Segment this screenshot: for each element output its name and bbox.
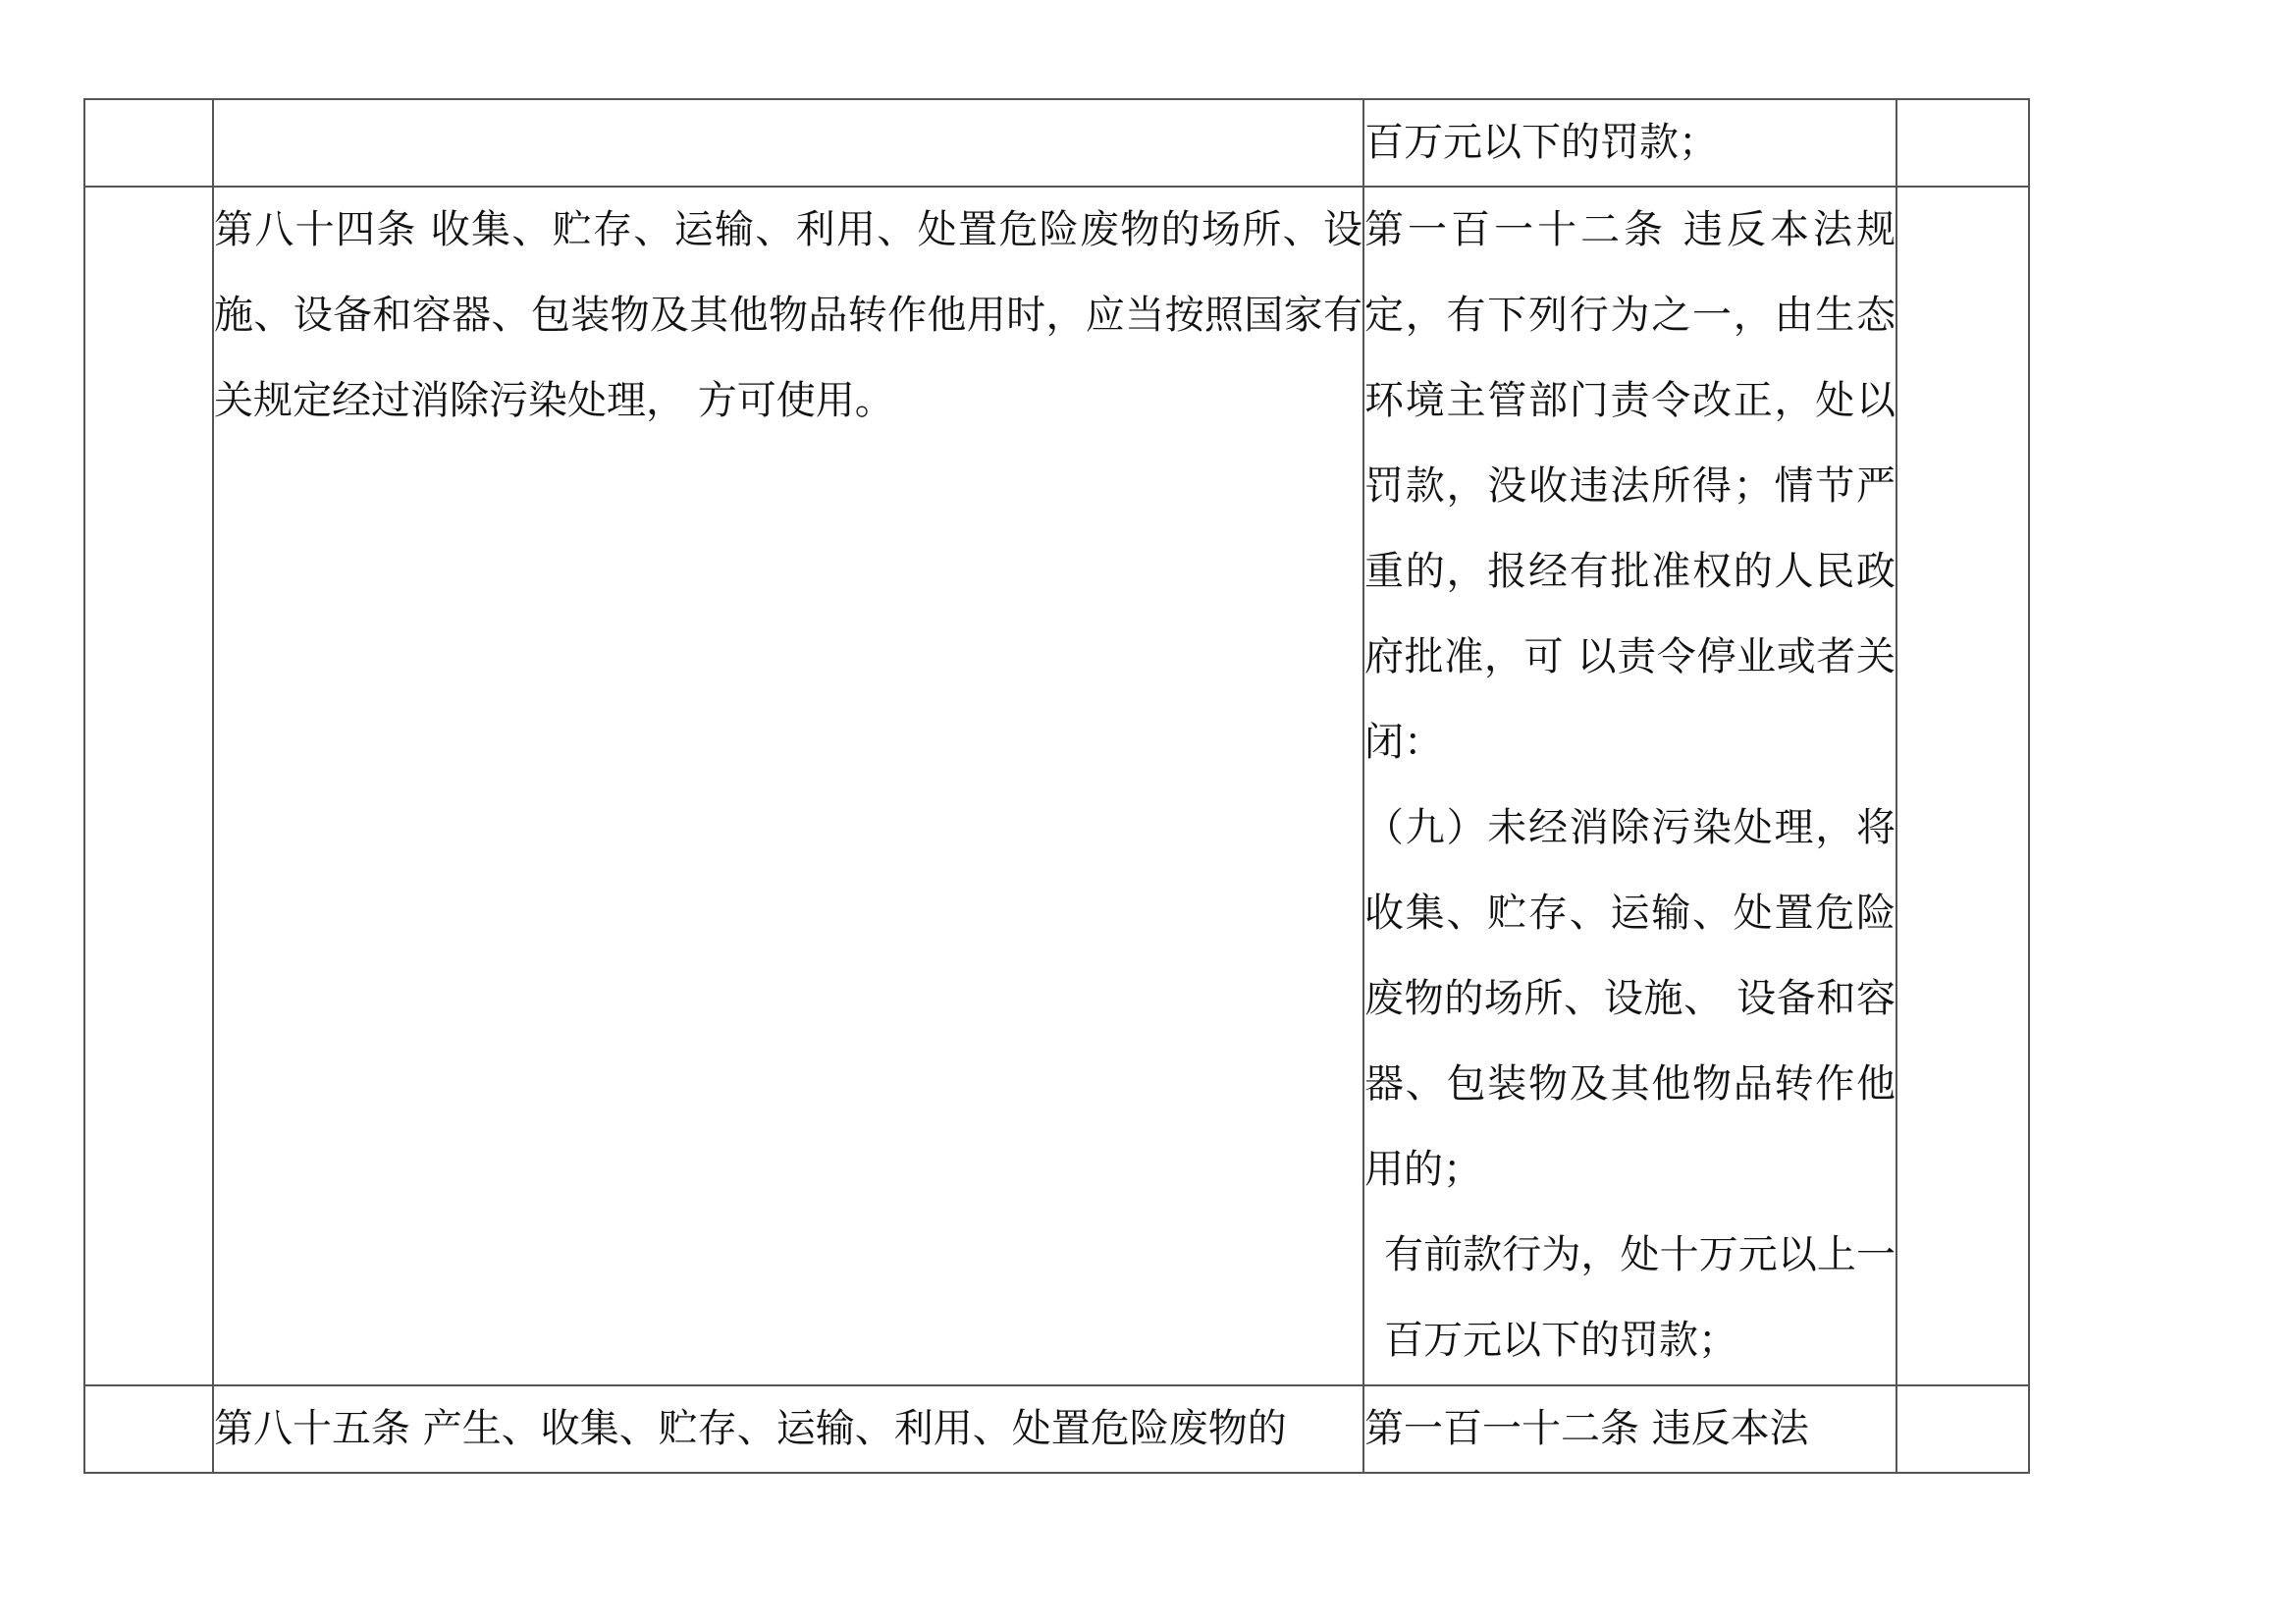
penalty-article-cell xyxy=(1363,1385,1896,1473)
original-article-cell xyxy=(213,187,1363,1385)
index-cell xyxy=(84,99,213,187)
penalty-article-cell xyxy=(1363,99,1896,187)
table-row xyxy=(84,1385,2029,1473)
article-112-fine-text: 有前款行为，处十万元以上一百万元以下的罚款； xyxy=(1384,1232,1896,1363)
penalty-text: 百万元以下的罚款； xyxy=(1364,120,1718,165)
article-85-text: 第八十五条 产生、收集、贮存、运输、利用、处置危险废物的 xyxy=(214,1406,1287,1451)
article-112-item-9-text: （九）未经消除污染处理，将收集、贮存、运输、处置危险废物的场所、设施、 设备和容器、包装物及其他物品转作他用的； xyxy=(1364,805,1896,1192)
article-112-text: 第一百一十二条 违反本法规定，有下列行为之一，由生态环境主管部门责令改正，处以罚款，没收违法所得；情节严重的，报经有批准权的人民政府批准，可 以责令停业或者关闭： xyxy=(1364,207,1896,765)
article-112-heading-text: 第一百一十二条 违反本法 xyxy=(1364,1406,1809,1451)
index-cell xyxy=(84,1385,213,1473)
original-article-cell xyxy=(213,99,1363,187)
index-cell xyxy=(84,187,213,1385)
penalty-article-cell xyxy=(1363,187,1896,1385)
table-row xyxy=(84,99,2029,187)
note-cell xyxy=(1896,99,2029,187)
table-row xyxy=(84,187,2029,1385)
law-comparison-table xyxy=(83,98,2030,1474)
original-article-cell xyxy=(213,1385,1363,1473)
article-84-text: 第八十四条 收集、贮存、运输、利用、处置危险废物的场所、设施、设备和容器、包装物及其他物品转作他用时，应当按照国家有关规定经过消除污染处理， 方可使用。 xyxy=(214,207,1362,423)
note-cell xyxy=(1896,187,2029,1385)
note-cell xyxy=(1896,1385,2029,1473)
